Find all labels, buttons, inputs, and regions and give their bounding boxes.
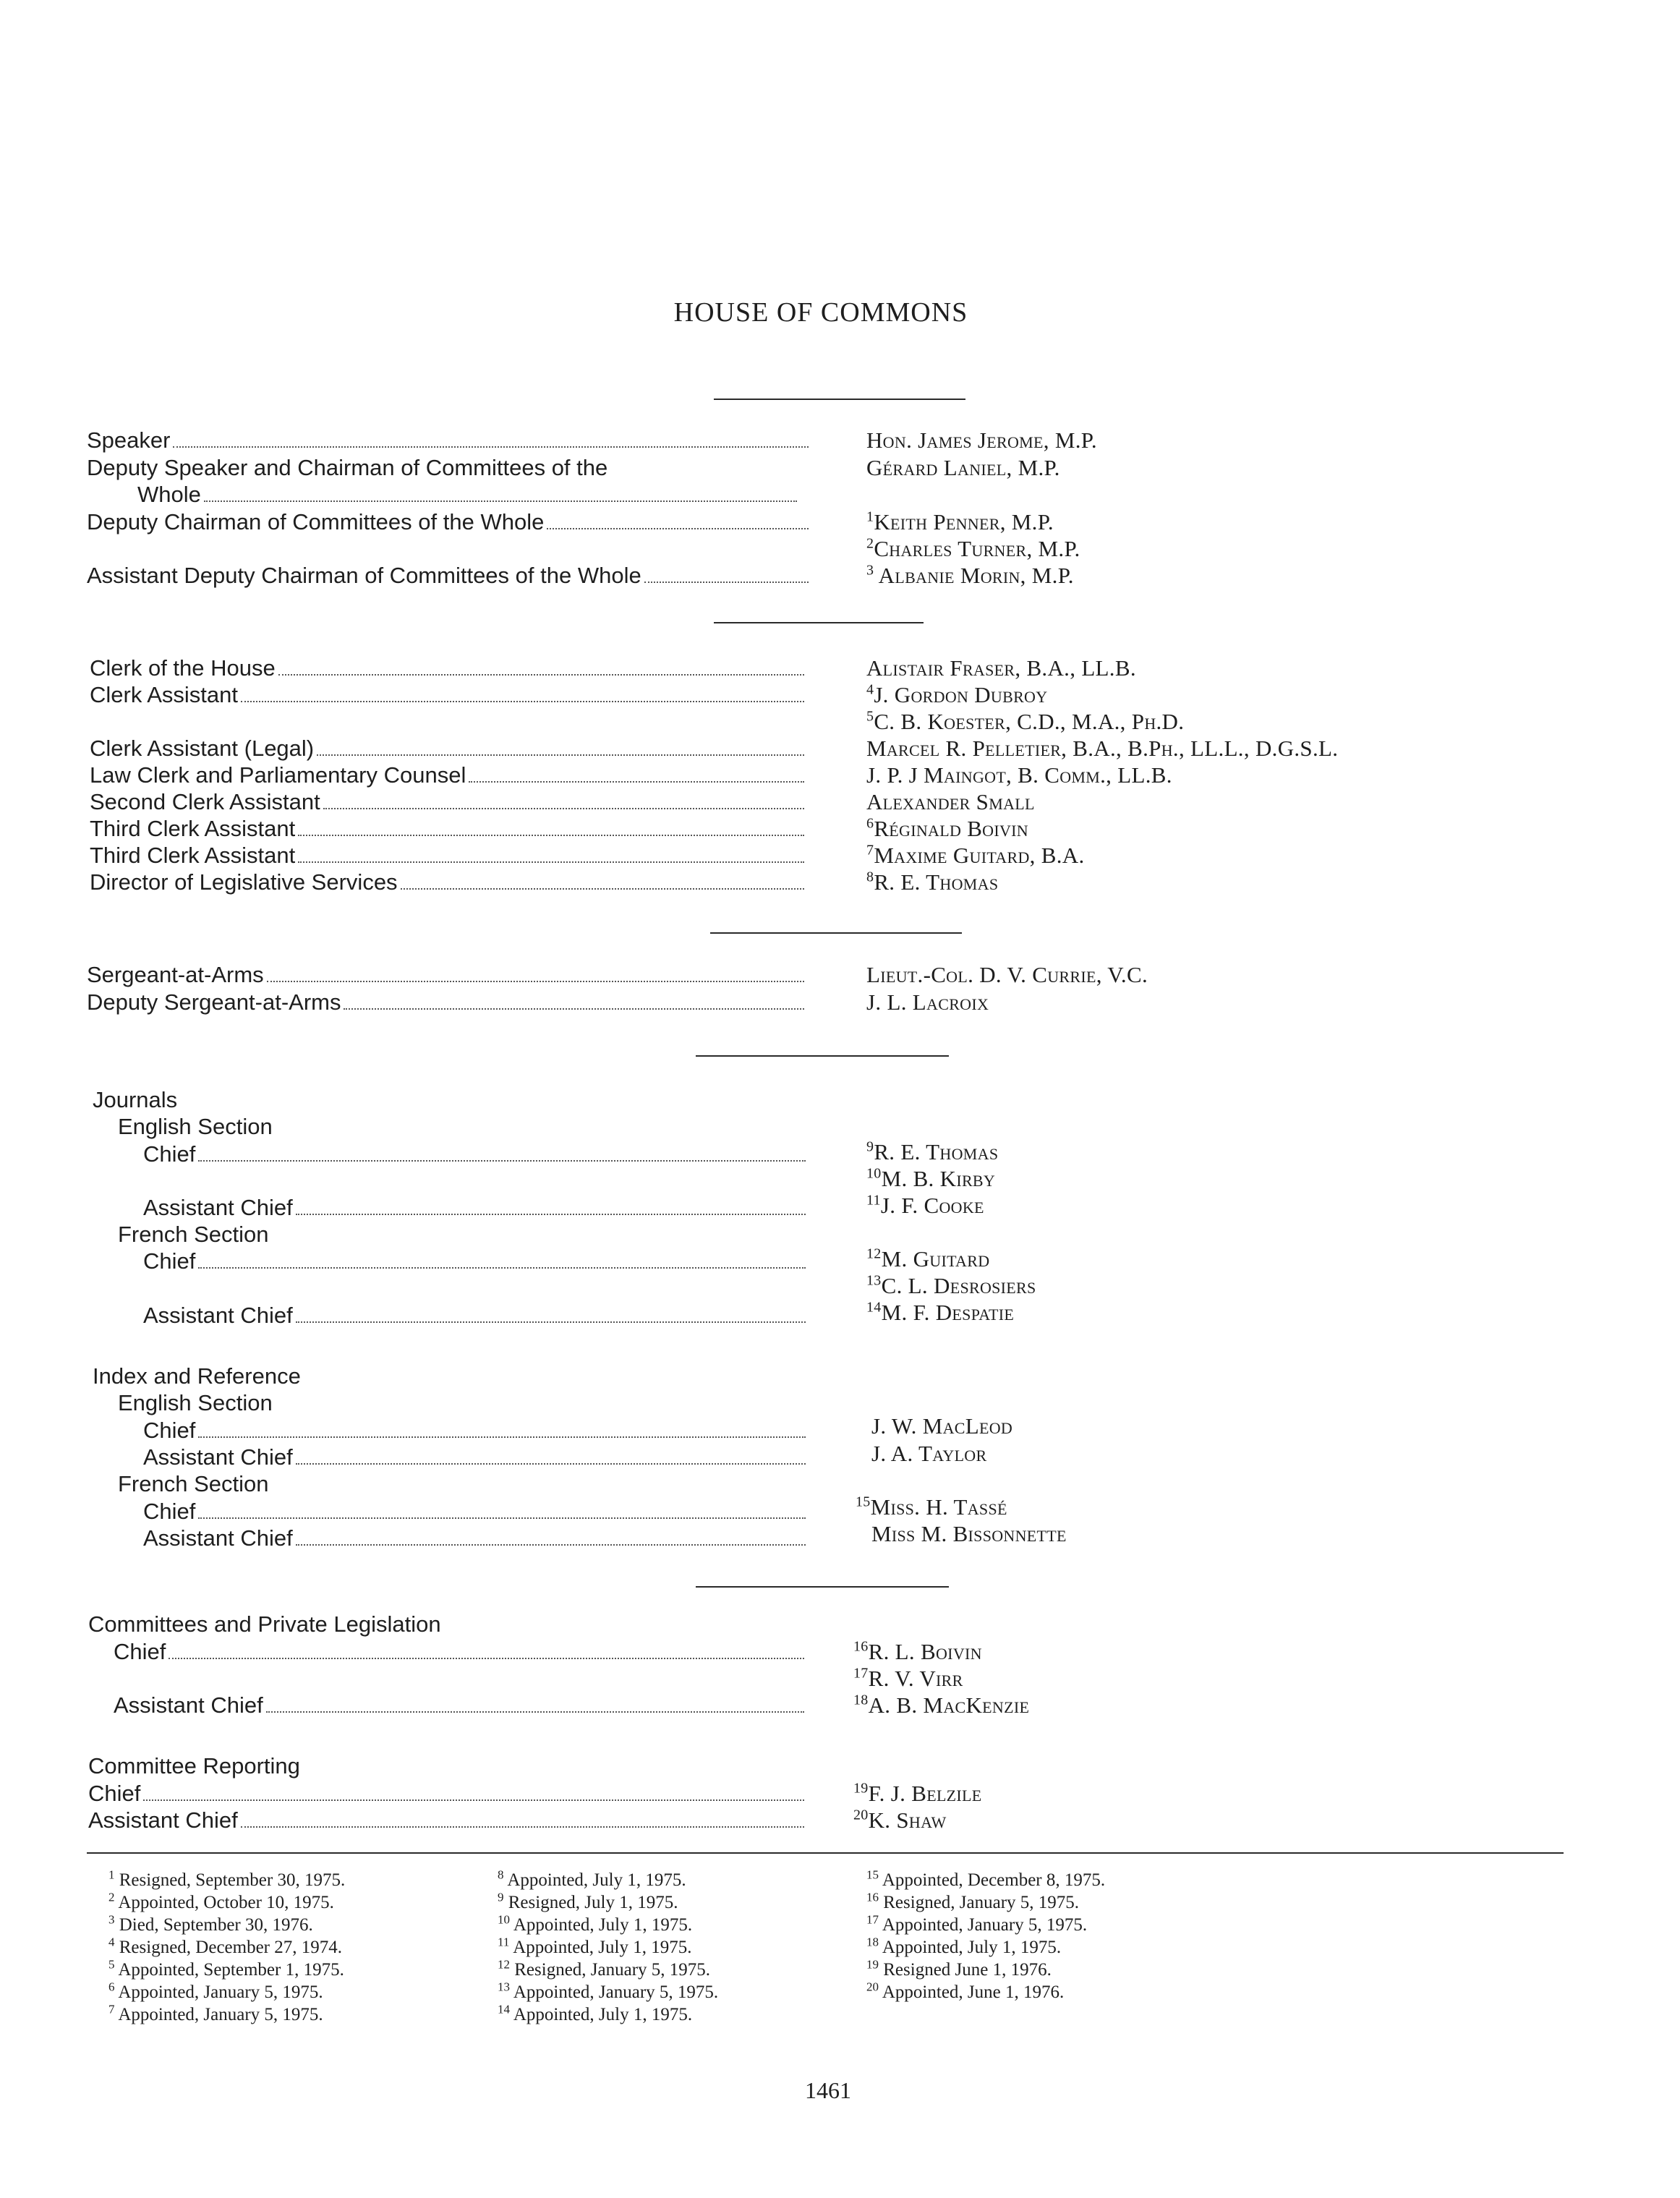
officer-name: A. B. MacKenzie (868, 1692, 1030, 1718)
dot-leader (198, 1267, 806, 1269)
footnote: $^{17}$ Appointed, January 5, 1975. (866, 1912, 1088, 1935)
office-label: Assistant Deputy Chairman of Committees of the Whole (87, 563, 641, 588)
footnote-ref: 14 (866, 1299, 882, 1316)
office-heading: Committees and Private Legislation (88, 1611, 441, 1637)
office-label: Sergeant-at-Arms (87, 962, 264, 987)
office-label: Whole (137, 482, 201, 507)
office-label: Chief (143, 1499, 196, 1524)
dot-leader (296, 1214, 806, 1215)
officer-name: R. E. Thomas (874, 1139, 999, 1164)
dot-leader (401, 888, 804, 890)
officer-name: K. Shaw (868, 1807, 947, 1833)
officer-name: F. J. Belzile (868, 1781, 982, 1806)
office-label: Second Clerk Assistant (90, 789, 320, 814)
officer-name: J. P. J Maingot, B. Comm., LL.B. (866, 762, 1172, 788)
footnote: $^{12}$ Resigned, January 5, 1975. (498, 1957, 711, 1980)
footnote: $^{10}$ Appointed, July 1, 1975. (498, 1912, 693, 1935)
officer-name: Charles Turner, M.P. (874, 536, 1080, 561)
footnote: $^3$ Died, September 30, 1976. (108, 1912, 313, 1935)
footnote: $^9$ Resigned, July 1, 1975. (498, 1890, 678, 1912)
dot-leader (143, 1799, 804, 1801)
dot-leader (547, 528, 809, 529)
officer-name: C. L. Desrosiers (881, 1273, 1036, 1298)
section-divider (710, 932, 962, 934)
officer-name: Marcel R. Pelletier, B.A., B.Ph., LL.L., D.G.S.L. (866, 736, 1339, 761)
footnote-ref: 7 (866, 842, 874, 859)
section-divider (696, 1055, 949, 1057)
office-label: Chief (143, 1141, 196, 1167)
dot-leader (298, 861, 804, 863)
dot-leader (344, 1008, 804, 1010)
dot-leader (169, 1658, 804, 1659)
officer-name: C. B. Koester, C.D., M.A., Ph.D. (874, 709, 1185, 734)
dot-leader (296, 1463, 806, 1465)
footnote-ref: 4 (866, 681, 874, 698)
office-heading: Index and Reference (93, 1363, 301, 1389)
footnote-rule (87, 1852, 1564, 1854)
dot-leader (469, 781, 804, 783)
footnote: $^7$ Appointed, January 5, 1975. (108, 2002, 323, 2024)
officer-name: J. W. MacLeod (871, 1413, 1013, 1439)
officer-name: J. F. Cooke (880, 1193, 984, 1218)
office-label: Deputy Chairman of Committees of the Whole (87, 509, 545, 534)
footnote: $^{20}$ Appointed, June 1, 1976. (866, 1980, 1065, 2002)
officer-name: Lieut.-Col. D. V. Currie, V.C. (866, 962, 1148, 987)
footnote-column (498, 1869, 718, 2026)
officer-name: Hon. James Jerome, M.P. (866, 427, 1097, 453)
footnote-ref: 11 (866, 1192, 881, 1209)
footnote-ref: 12 (866, 1245, 882, 1262)
footnote-ref: 2 (866, 535, 874, 552)
footnote-ref: 3 (866, 562, 874, 579)
dot-leader (198, 1436, 806, 1438)
dot-leader (267, 981, 804, 982)
dot-leader (296, 1544, 806, 1546)
footnote: $^{15}$ Appointed, December 8, 1975. (866, 1867, 1106, 1890)
footnote: $^6$ Appointed, January 5, 1975. (108, 1980, 323, 2002)
footnote: $^2$ Appointed, October 10, 1975. (108, 1890, 334, 1912)
dot-leader (644, 582, 809, 583)
office-label: Deputy Sergeant-at-Arms (87, 989, 341, 1015)
office-label: Third Clerk Assistant (90, 816, 296, 841)
footnote-ref: 9 (866, 1138, 874, 1155)
dot-leader (173, 446, 809, 448)
footnote-ref: 16 (853, 1638, 869, 1655)
footnote-ref: 10 (866, 1165, 882, 1182)
footnote: $^5$ Appointed, September 1, 1975. (108, 1957, 344, 1980)
officer-name: J. A. Taylor (871, 1441, 987, 1466)
office-label: Assistant Chief (143, 1444, 293, 1470)
dot-leader (266, 1711, 804, 1713)
office-label: Chief (143, 1418, 196, 1443)
footnote-ref: 20 (853, 1807, 869, 1823)
officer-name: Keith Penner, M.P. (874, 509, 1054, 534)
office-label: Assistant Chief (143, 1303, 293, 1328)
office-label: Deputy Speaker and Chairman of Committees of the (87, 455, 608, 480)
footnote-ref: 13 (866, 1272, 882, 1289)
officer-name: M. Guitard (881, 1246, 990, 1271)
footnote: $^4$ Resigned, December 27, 1974. (108, 1935, 343, 1957)
officer-name: M. B. Kirby (881, 1166, 996, 1191)
footnote-ref: 1 (866, 508, 874, 525)
dot-leader (317, 754, 804, 756)
office-heading: Journals (93, 1087, 178, 1112)
footnote: $^{18}$ Appointed, July 1, 1975. (866, 1935, 1062, 1957)
footnote: $^1$ Resigned, September 30, 1975. (108, 1867, 346, 1890)
officer-name: Albanie Morin, M.P. (874, 563, 1074, 588)
footnote: $^8$ Appointed, July 1, 1975. (498, 1867, 686, 1890)
officer-name: Maxime Guitard, B.A. (874, 843, 1085, 868)
office-subheading: French Section (118, 1222, 269, 1247)
footnote: $^{14}$ Appointed, July 1, 1975. (498, 2002, 693, 2024)
footnote: $^{16}$ Resigned, January 5, 1975. (866, 1890, 1080, 1912)
office-label: Director of Legislative Services (90, 869, 398, 895)
office-label: Assistant Chief (114, 1692, 263, 1718)
office-label: Assistant Chief (143, 1525, 293, 1551)
office-label: Clerk of the House (90, 655, 276, 681)
office-label: Chief (88, 1781, 141, 1806)
office-label: Law Clerk and Parliamentary Counsel (90, 762, 466, 788)
officer-name: R. V. Virr (868, 1666, 963, 1691)
footnote-column (108, 1869, 345, 2026)
footnote: $^{11}$ Appointed, July 1, 1975. (498, 1935, 692, 1957)
dot-leader (278, 674, 804, 676)
office-label: Assistant Chief (88, 1807, 238, 1833)
officer-name: J. Gordon Dubroy (874, 682, 1048, 707)
office-subheading: French Section (118, 1471, 269, 1496)
office-label: Third Clerk Assistant (90, 843, 296, 868)
dot-leader (198, 1517, 806, 1519)
section-divider (696, 1586, 949, 1588)
office-subheading: English Section (118, 1114, 273, 1139)
footnote-ref: 6 (866, 815, 874, 832)
dot-leader (323, 808, 804, 809)
dot-leader (296, 1321, 806, 1323)
officer-name: Alexander Small (866, 789, 1035, 814)
footnote-ref: 18 (853, 1692, 869, 1708)
officer-name: Gérard Laniel, M.P. (866, 455, 1060, 480)
page-title: HOUSE OF COMMONS (673, 297, 968, 328)
footnote-ref: 17 (853, 1665, 869, 1682)
footnote-ref: 5 (866, 708, 874, 725)
section-divider (714, 622, 924, 623)
dot-leader (241, 1826, 804, 1828)
officer-name: Miss. H. Tassé (870, 1494, 1007, 1520)
office-label: Chief (114, 1639, 166, 1664)
officer-name: Miss M. Bissonnette (871, 1521, 1067, 1546)
section-divider (714, 399, 965, 400)
page-number: 1461 (805, 2077, 851, 2103)
office-label: Clerk Assistant (90, 682, 239, 707)
footnote-ref: 8 (866, 869, 874, 885)
dot-leader (241, 701, 804, 702)
footnote: $^{19}$ Resigned June 1, 1976. (866, 1957, 1052, 1980)
dot-leader (198, 1160, 806, 1162)
officer-name: R. E. Thomas (874, 869, 999, 895)
officer-name: Réginald Boivin (874, 816, 1028, 841)
footnote-column (866, 1869, 1105, 2003)
office-subheading: English Section (118, 1390, 273, 1415)
office-label: Chief (143, 1248, 196, 1274)
dot-leader (298, 835, 804, 836)
footnote-ref: 19 (853, 1780, 869, 1797)
officer-name: J. L. Lacroix (866, 989, 989, 1015)
officer-name: Alistair Fraser, B.A., LL.B. (866, 655, 1136, 681)
officer-name: R. L. Boivin (868, 1639, 982, 1664)
office-label: Speaker (87, 427, 171, 453)
office-label: Clerk Assistant (Legal) (90, 736, 315, 761)
office-label: Assistant Chief (143, 1195, 293, 1220)
officer-name: M. F. Despatie (881, 1300, 1015, 1325)
footnote: $^{13}$ Appointed, January 5, 1975. (498, 1980, 719, 2002)
dot-leader (204, 500, 797, 502)
office-heading: Committee Reporting (88, 1753, 300, 1779)
footnote-ref: 15 (856, 1494, 871, 1510)
